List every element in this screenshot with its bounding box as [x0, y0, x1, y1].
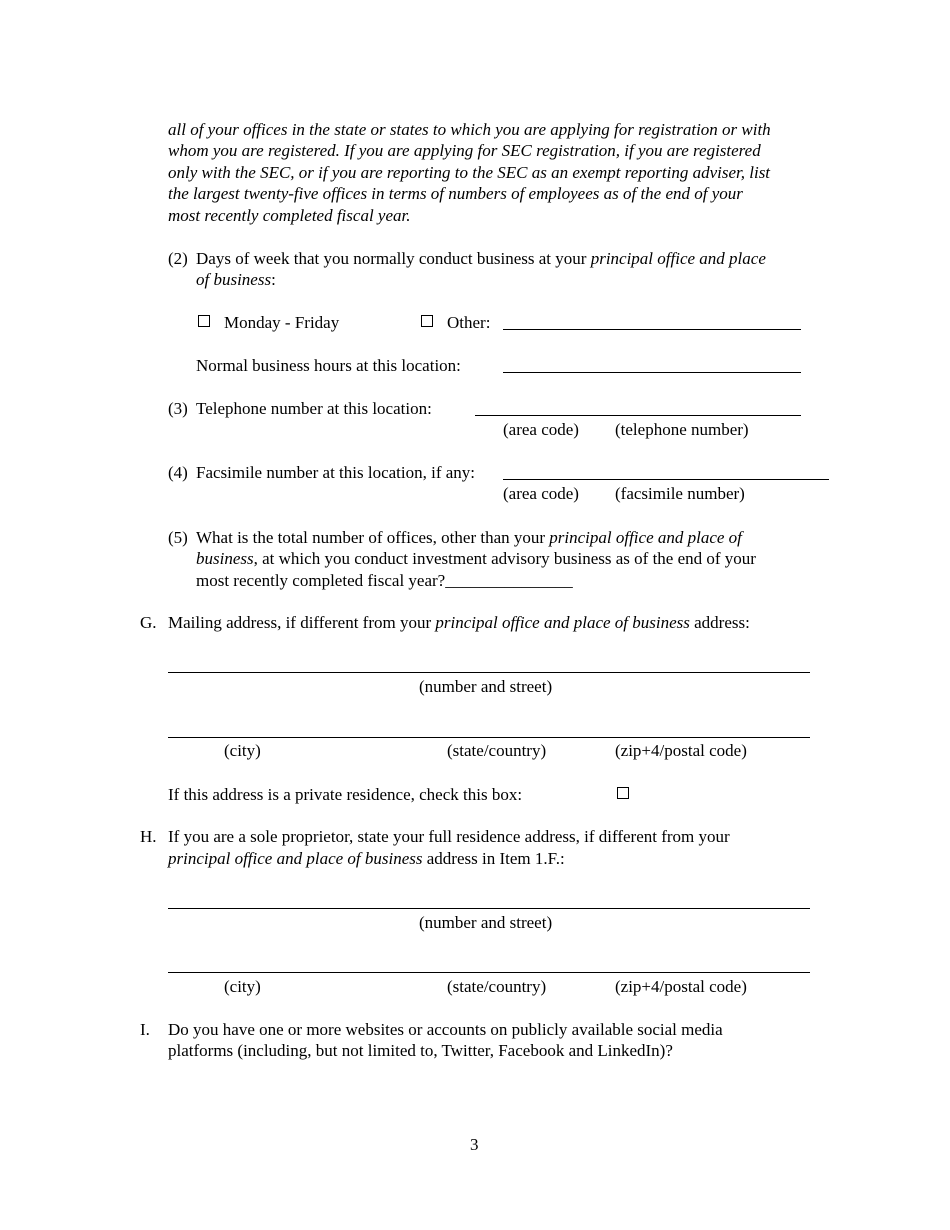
page-number: 3	[470, 1135, 479, 1154]
intro-line-4: the largest twenty-five offices in terms of numbers of employees as of the end of your	[168, 184, 743, 203]
intro-line-3: only with the SEC, or if you are reporting to the SEC as an exempt reporting adviser, list	[168, 163, 771, 182]
monday-friday-checkbox[interactable]	[198, 315, 210, 327]
item-2-text-italic-b: of business	[196, 270, 272, 289]
item-4-number: (4)	[168, 463, 188, 482]
item-g-text-b: address:	[689, 613, 750, 632]
item-2-question-line-2	[196, 269, 276, 291]
item-h-question-line-2	[168, 848, 565, 870]
facsimile-label: Facsimile number at this location, if any:	[196, 463, 476, 482]
item-5-number: (5)	[168, 528, 188, 547]
item-5-text-italic-b: business	[196, 549, 254, 568]
other-days-label: Other:	[447, 313, 491, 332]
item-5-text-b: , at which you conduct investment advisory business as of the end of your	[253, 549, 756, 568]
telephone-number-caption: (telephone number)	[615, 420, 749, 439]
item-g-text-italic: principal office and place of business	[435, 613, 690, 632]
business-hours-input-line[interactable]	[503, 372, 801, 373]
telephone-input-line[interactable]	[475, 415, 801, 416]
item-5-text-a: What is the total number of offices, other than your	[196, 528, 550, 547]
item-h-text-b: address in Item 1.F.:	[422, 849, 565, 868]
item-2-question-line-1	[196, 248, 766, 270]
item-2-text-italic-a: principal office and place	[590, 249, 766, 268]
item-i-letter: I.	[140, 1020, 150, 1039]
item-h-question-line-1: If you are a sole proprietor, state your full residence address, if different from your	[168, 827, 730, 846]
item-2-number: (2)	[168, 249, 188, 268]
item-5-question-line-3: most recently completed fiscal year?_______________	[196, 571, 573, 590]
other-days-checkbox[interactable]	[421, 315, 433, 327]
residence-state-caption: (state/country)	[447, 977, 547, 996]
telephone-area-code-caption: (area code)	[503, 420, 579, 439]
mailing-state-caption: (state/country)	[447, 741, 547, 760]
residence-city-state-zip-input-line[interactable]	[168, 972, 810, 973]
telephone-label: Telephone number at this location:	[196, 399, 432, 418]
private-residence-label: If this address is a private residence, check this box:	[168, 785, 523, 804]
mailing-city-caption: (city)	[224, 741, 261, 760]
intro-line-1: all of your offices in the state or states to which you are applying for registration or with	[168, 120, 771, 139]
private-residence-checkbox[interactable]	[617, 787, 629, 799]
item-i-question-line-2: platforms (including, but not limited to, Twitter, Facebook and LinkedIn)?	[168, 1041, 673, 1060]
facsimile-area-code-caption: (area code)	[503, 484, 579, 503]
residence-street-input-line[interactable]	[168, 908, 810, 909]
intro-line-5: most recently completed fiscal year.	[168, 206, 411, 225]
item-5-question-line-2	[196, 548, 756, 570]
mailing-street-input-line[interactable]	[168, 672, 810, 673]
item-g-text-a: Mailing address, if different from your	[168, 613, 436, 632]
residence-street-caption: (number and street)	[419, 913, 553, 932]
business-hours-label: Normal business hours at this location:	[196, 356, 461, 375]
item-g-letter: G.	[140, 613, 157, 632]
mailing-city-state-zip-input-line[interactable]	[168, 737, 810, 738]
monday-friday-label: Monday - Friday	[224, 313, 340, 332]
residence-city-caption: (city)	[224, 977, 261, 996]
facsimile-input-line[interactable]	[503, 479, 829, 480]
item-2-text-a: Days of week that you normally conduct business at your	[196, 249, 591, 268]
mailing-zip-caption: (zip+4/postal code)	[615, 741, 747, 760]
item-h-letter: H.	[140, 827, 157, 846]
mailing-street-caption: (number and street)	[419, 677, 553, 696]
item-i-question-line-1: Do you have one or more websites or accounts on publicly available social media	[168, 1020, 723, 1039]
residence-zip-caption: (zip+4/postal code)	[615, 977, 747, 996]
item-g-question	[168, 612, 750, 634]
other-days-input-line[interactable]	[503, 329, 801, 330]
item-3-number: (3)	[168, 399, 188, 418]
item-5-question-line-1	[196, 527, 742, 549]
intro-line-2: whom you are registered. If you are applying for SEC registration, if you are registered	[168, 141, 761, 160]
item-h-text-italic: principal office and place of business	[168, 849, 423, 868]
facsimile-number-caption: (facsimile number)	[615, 484, 745, 503]
item-5-text-italic-a: principal office and place of	[549, 528, 742, 547]
item-2-text-b: :	[271, 270, 276, 289]
